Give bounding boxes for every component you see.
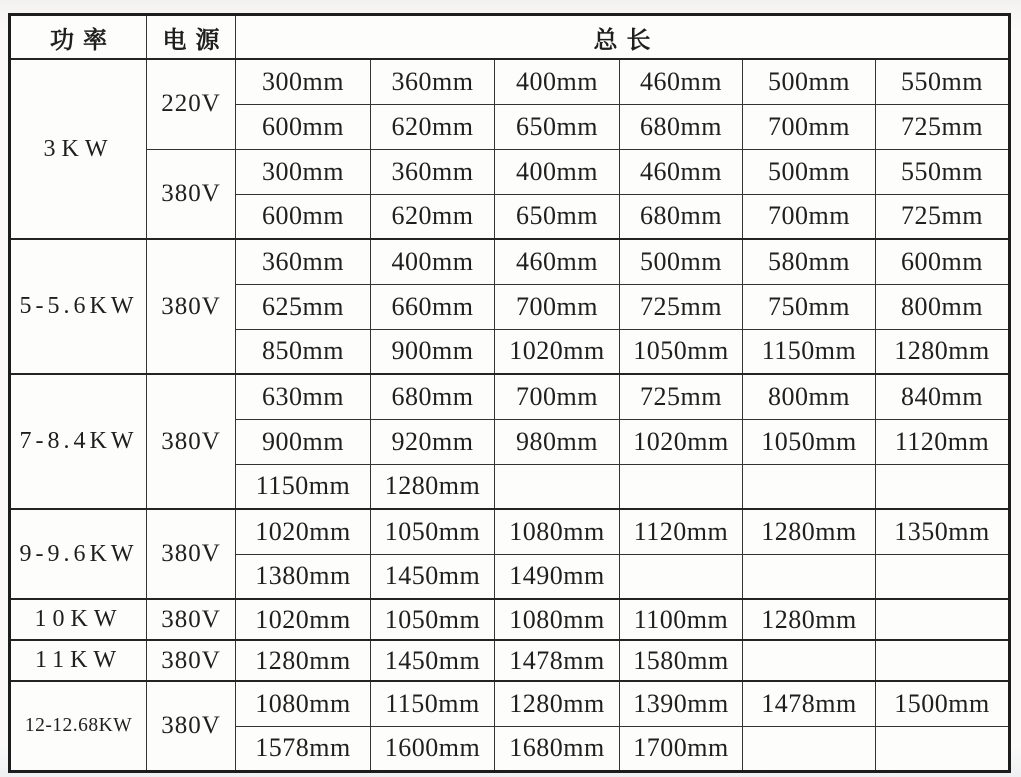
length-column-header: 总长: [236, 15, 1010, 60]
length-cell: 680mm: [620, 194, 743, 239]
table-row: [10, 509, 1010, 554]
length-cell: 1490mm: [495, 554, 620, 599]
length-cell: 725mm: [876, 194, 1010, 239]
supply-column-header: 电源: [147, 15, 236, 60]
length-cell: 680mm: [371, 374, 495, 419]
power-cell: 7-8.4KW: [10, 374, 147, 509]
length-cell: 700mm: [495, 284, 620, 329]
table-row: [10, 374, 1010, 419]
length-cell: 500mm: [743, 149, 876, 194]
table-row: [10, 59, 1010, 104]
length-cell: 360mm: [371, 59, 495, 104]
length-cell: 1500mm: [876, 681, 1010, 726]
length-cell: 620mm: [371, 104, 495, 149]
length-cell: 800mm: [743, 374, 876, 419]
length-cell: 920mm: [371, 419, 495, 464]
length-cell: 840mm: [876, 374, 1010, 419]
length-cell: 1280mm: [743, 509, 876, 554]
voltage-cell: 380V: [147, 681, 236, 771]
length-cell: 1280mm: [876, 329, 1010, 374]
length-cell: 1020mm: [620, 419, 743, 464]
length-cell: 460mm: [620, 149, 743, 194]
voltage-cell: 220V: [147, 59, 236, 149]
length-cell: 1280mm: [236, 640, 371, 681]
length-cell: 1600mm: [371, 726, 495, 771]
length-cell: 700mm: [495, 374, 620, 419]
length-cell: 1120mm: [620, 509, 743, 554]
length-cell: 1050mm: [371, 509, 495, 554]
length-cell: 1080mm: [236, 681, 371, 726]
power-cell: 10KW: [10, 599, 147, 640]
voltage-cell: 380V: [147, 640, 236, 681]
length-cell: 400mm: [371, 239, 495, 284]
length-cell: 400mm: [495, 149, 620, 194]
length-cell: 850mm: [236, 329, 371, 374]
power-cell: 11KW: [10, 640, 147, 681]
length-cell: 1050mm: [620, 329, 743, 374]
length-cell: 725mm: [876, 104, 1010, 149]
length-cell: 1450mm: [371, 640, 495, 681]
spec-table: [8, 13, 1011, 773]
length-cell: 600mm: [236, 104, 371, 149]
length-cell: 1050mm: [743, 419, 876, 464]
length-cell: 550mm: [876, 59, 1010, 104]
table-row: [10, 640, 1010, 681]
length-cell: 625mm: [236, 284, 371, 329]
power-cell: 5-5.6KW: [10, 239, 147, 374]
length-cell: 1680mm: [495, 726, 620, 771]
length-cell: 360mm: [236, 239, 371, 284]
empty-cell: [620, 464, 743, 509]
empty-cell: [876, 599, 1010, 640]
length-cell: 650mm: [495, 194, 620, 239]
table-row: [10, 239, 1010, 284]
length-cell: 460mm: [495, 239, 620, 284]
header-row: [10, 15, 1010, 60]
length-cell: 360mm: [371, 149, 495, 194]
length-cell: 600mm: [876, 239, 1010, 284]
length-cell: 550mm: [876, 149, 1010, 194]
voltage-cell: 380V: [147, 374, 236, 509]
table-row: [10, 681, 1010, 726]
empty-cell: [743, 640, 876, 681]
length-cell: 900mm: [371, 329, 495, 374]
length-cell: 725mm: [620, 374, 743, 419]
length-cell: 1478mm: [495, 640, 620, 681]
length-cell: 500mm: [743, 59, 876, 104]
length-cell: 1020mm: [495, 329, 620, 374]
length-cell: 500mm: [620, 239, 743, 284]
length-cell: 680mm: [620, 104, 743, 149]
length-cell: 1150mm: [236, 464, 371, 509]
empty-cell: [743, 464, 876, 509]
empty-cell: [495, 464, 620, 509]
power-column-header: 功率: [10, 15, 147, 60]
length-cell: 1150mm: [371, 681, 495, 726]
length-cell: 650mm: [495, 104, 620, 149]
empty-cell: [743, 726, 876, 771]
empty-cell: [620, 554, 743, 599]
length-cell: 700mm: [743, 194, 876, 239]
empty-cell: [743, 554, 876, 599]
power-cell: 3KW: [10, 59, 147, 239]
length-cell: 580mm: [743, 239, 876, 284]
empty-cell: [876, 640, 1010, 681]
empty-cell: [876, 554, 1010, 599]
length-cell: 1350mm: [876, 509, 1010, 554]
length-cell: 600mm: [236, 194, 371, 239]
length-cell: 1478mm: [743, 681, 876, 726]
length-cell: 1280mm: [495, 681, 620, 726]
length-cell: 1450mm: [371, 554, 495, 599]
spec-table-body: [10, 59, 1010, 771]
length-cell: 980mm: [495, 419, 620, 464]
length-cell: 1280mm: [743, 599, 876, 640]
length-cell: 300mm: [236, 59, 371, 104]
length-cell: 400mm: [495, 59, 620, 104]
length-cell: 725mm: [620, 284, 743, 329]
voltage-cell: 380V: [147, 239, 236, 374]
voltage-cell: 380V: [147, 149, 236, 239]
length-cell: 1380mm: [236, 554, 371, 599]
length-cell: 460mm: [620, 59, 743, 104]
voltage-cell: 380V: [147, 509, 236, 599]
empty-cell: [876, 464, 1010, 509]
length-cell: 1580mm: [620, 640, 743, 681]
length-cell: 1020mm: [236, 599, 371, 640]
length-cell: 750mm: [743, 284, 876, 329]
voltage-cell: 380V: [147, 599, 236, 640]
table-row: [10, 599, 1010, 640]
length-cell: 1280mm: [371, 464, 495, 509]
power-cell: 9-9.6KW: [10, 509, 147, 599]
length-cell: 1080mm: [495, 599, 620, 640]
length-cell: 900mm: [236, 419, 371, 464]
length-cell: 1020mm: [236, 509, 371, 554]
length-cell: 300mm: [236, 149, 371, 194]
length-cell: 800mm: [876, 284, 1010, 329]
length-cell: 1100mm: [620, 599, 743, 640]
length-cell: 1120mm: [876, 419, 1010, 464]
length-cell: 620mm: [371, 194, 495, 239]
empty-cell: [876, 726, 1010, 771]
length-cell: 1578mm: [236, 726, 371, 771]
length-cell: 660mm: [371, 284, 495, 329]
power-cell: 12-12.68KW: [10, 681, 147, 771]
length-cell: 1150mm: [743, 329, 876, 374]
length-cell: 1390mm: [620, 681, 743, 726]
length-cell: 630mm: [236, 374, 371, 419]
length-cell: 1700mm: [620, 726, 743, 771]
length-cell: 1050mm: [371, 599, 495, 640]
length-cell: 700mm: [743, 104, 876, 149]
table-row: [10, 149, 1010, 194]
length-cell: 1080mm: [495, 509, 620, 554]
